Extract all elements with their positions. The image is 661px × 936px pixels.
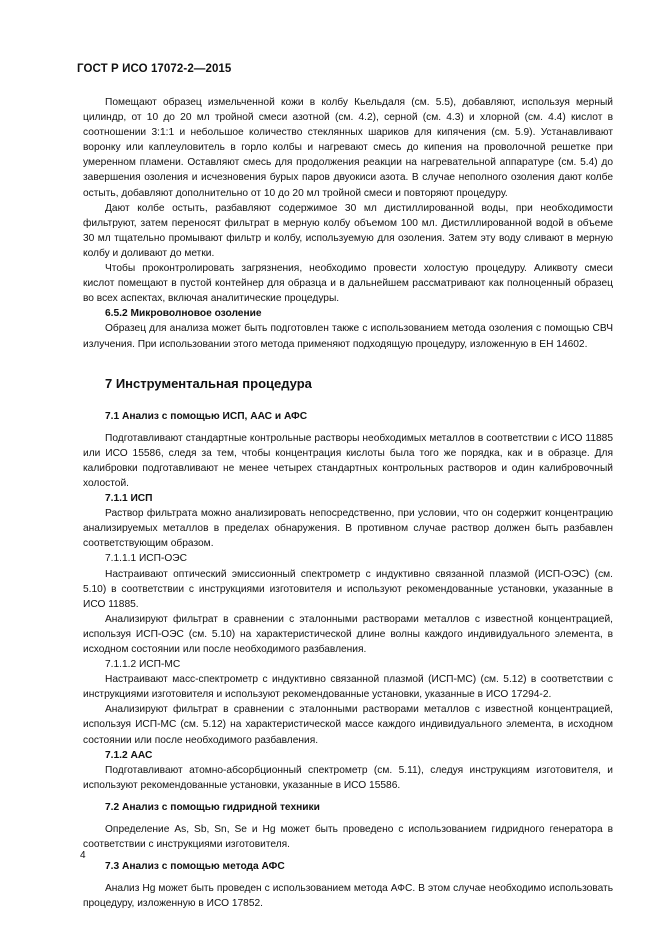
page-body <box>83 95 613 912</box>
section-heading-7-2: 7.2 Анализ с помощью гидридной техники <box>105 801 320 813</box>
section-heading-7-3: 7.3 Анализ с помощью метода АФС <box>105 861 285 873</box>
paragraph-hydride: Определение As, Sb, Sn, Se и Hg может быть проведено с использованием гидридного генератора в соответствии с инструкциями изготовителя. <box>83 824 613 851</box>
page-number: 4 <box>80 850 86 861</box>
paragraph-icp-oes-setup: Настраивают оптический эмиссионный спектрометр с индуктивно связанной плазмой (ИСП-ОЭС) (см. 5.10) в соответствии с инструкциями изготовителя и используют рекомендованные установки, указанные в ИСО 11885. <box>83 568 613 610</box>
paragraph-aas: Подготавливают атомно-абсорбционный спектрометр (см. 5.11), следуя инструкциям изготовителя, и используют рекомендованные установки, указанные в ИСО 15586. <box>83 764 613 791</box>
section-heading-7-1-1-2: 7.1.1.2 ИСП-МС <box>105 659 181 671</box>
paragraph-icp-ms-analysis: Анализируют фильтрат в сравнении с эталонными растворами металлов с известной концентрацией, используя ИСП-МС (см. 5.12) на характеристической массе каждого индивидуального элемента, в исходном состоянии или после необходимого разбавления. <box>83 704 613 746</box>
section-heading-7-1-1: 7.1.1 ИСП <box>105 493 153 505</box>
paragraph-icp-ms-setup: Настраивают масс-спектрометр с индуктивно связанной плазмой (ИСП-МС) (см. 5.12) в соответствии с инструкциями изготовителя и используют рекомендованные установки, указанные в ИСО 17294-2. <box>83 674 613 701</box>
paragraph-standard-solutions: Подготавливают стандартные контрольные растворы необходимых металлов в соответствии с ИСО 11885 или ИСО 15586, следя за тем, чтобы концентрация кислоты была того же порядка, как и в образце. Для калибровки подготавливают не менее четырех стандартных контрольных растворов и один калибровочный холостой. <box>83 432 613 489</box>
paragraph-microwave-ashing: Образец для анализа может быть подготовлен также с использованием метода озоления с помощью СВЧ излучения. При использовании этого метода применяют подходящую процедуру, изложенную в ЕН 14602. <box>83 323 613 350</box>
section-heading-7-1: 7.1 Анализ с помощью ИСП, ААС и АФС <box>105 410 308 422</box>
paragraph-blank-procedure: Чтобы проконтролировать загрязнения, необходимо провести холостую процедуру. Аликвоту смеси кислот помещают в пустой контейнер для образца и в дальнейшем рассматривают как полноценный образец во всех аспектах, включая аналитические процедуры. <box>83 263 613 305</box>
paragraph-icp-oes-analysis: Анализируют фильтрат в сравнении с эталонными растворами металлов с известной концентрацией, используя ИСП-ОЭС (см. 5.10) на характеристической длине волны каждого индивидуального элемента, в исходном состоянии или после необходимого разбавления. <box>83 613 613 655</box>
paragraph-dilution: Дают колбе остыть, разбавляют содержимое 30 мл дистиллированной воды, при необходимости фильтруют, затем переносят фильтрат в мерную колбу объемом 100 мл. Дистиллированной водой в объеме 30 мл тщательно промывают фильтр и колбу, используемую для озоления. Затем эту воду сливают в мерную колбу и доливают до метки. <box>83 202 613 259</box>
paragraph-afs: Анализ Hg может быть проведен с использованием метода АФС. В этом случае необходимо использовать процедуру, изложенную в ИСО 17852. <box>83 883 613 910</box>
paragraph-icp: Раствор фильтрата можно анализировать непосредственно, при условии, что он содержит концентрацию анализируемых металлов в пределах обнаружения. В противном случае раствор должен быть разбавлен соответствующим образом. <box>83 508 613 550</box>
document-header: ГОСТ Р ИСО 17072-2—2015 <box>77 63 232 75</box>
section-heading-7-1-2: 7.1.2 ААС <box>105 749 153 761</box>
paragraph-ashing-procedure: Помещают образец измельченной кожи в колбу Кьельдаля (см. 5.5), добавляют, используя мерный цилиндр, от 10 до 20 мл тройной смеси азотной (см. 4.2), серной (см. 4.3) и хлорной (см. 4.4) кислот в соотношении 3:1:1 и небольшое количество стеклянных шариков для кипячения (см. 5.9). Устанавливают воронку или каплеуловитель в горло колбы и нагревают смесь до кипения на проволочной решетке при умеренном пламени. Оставляют смесь для продолжения реакции на нагревательной аппаратуре (см. 5.4) до завершения озоления и исчезновения бурых паров двуокиси азота. В случае неполного озоления дают колбе остыть, добавляют дополнительно от 10 до 20 мл тройной смеси и повторяют процедуру. <box>83 97 613 199</box>
section-heading-6-5-2: 6.5.2 Микроволновое озоление <box>105 308 262 320</box>
section-heading-7: 7 Инструментальная процедура <box>105 375 312 391</box>
section-heading-7-1-1-1: 7.1.1.1 ИСП-ОЭС <box>105 553 187 565</box>
